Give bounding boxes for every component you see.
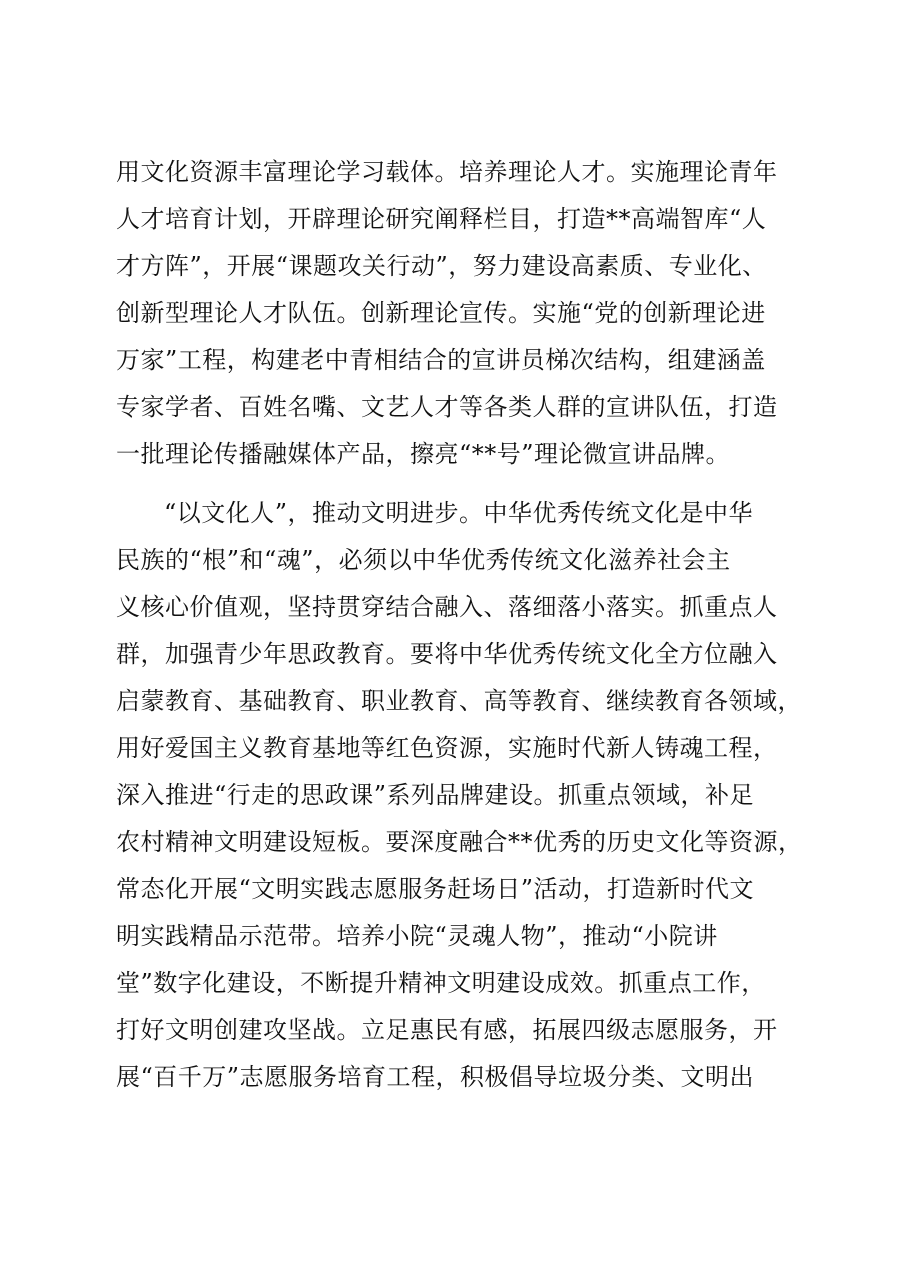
text-line-9: 民族的“根”和“魂”，必须以中华优秀传统文化滋养社会主 xyxy=(116,546,731,574)
text-line-14: 深入推进“行走的思政课”系列品牌建设。抓重点领域，补足 xyxy=(116,781,755,809)
text-line-1: 用文化资源丰富理论学习载体。培养理论人才。实施理论青年 xyxy=(116,158,778,186)
text-line-15: 农村精神文明建设短板。要深度融合**优秀的历史文化等资源， xyxy=(116,828,803,856)
text-line-13: 用好爱国主义教育基地等红色资源，实施时代新人铸魂工程， xyxy=(116,734,778,762)
text-line-18: 堂”数字化建设，不断提升精神文明建设成效。抓重点工作， xyxy=(116,969,766,997)
text-line-19: 打好文明创建攻坚战。立足惠民有感，拓展四级志愿服务，开 xyxy=(116,1016,778,1044)
text-line-11: 群，加强青少年思政教育。要将中华优秀传统文化全方位融入 xyxy=(116,640,778,668)
text-line-10: 义核心价值观，坚持贯穿结合融入、落细落小落实。抓重点人 xyxy=(116,593,778,621)
text-line-2: 人才培育计划，开辟理论研究阐释栏目，打造**高端智库“人 xyxy=(116,205,767,233)
text-line-5: 万家”工程，构建老中青相结合的宣讲员梯次结构，组建涵盖 xyxy=(116,346,766,374)
text-line-6: 专家学者、百姓名嘴、文艺人才等各类人群的宣讲队伍，打造 xyxy=(116,393,778,421)
text-line-4: 创新型理论人才队伍。创新理论宣传。实施“党的创新理论进 xyxy=(116,299,766,327)
text-line-16: 常态化开展“文明实践志愿服务赶场日”活动，打造新时代文 xyxy=(116,875,755,903)
text-line-8: “以文化人”，推动文明进步。中华优秀传统文化是中华 xyxy=(164,499,754,527)
text-line-7: 一批理论传播融媒体产品，擦亮“**号”理论微宣讲品牌。 xyxy=(116,440,731,468)
text-line-3: 才方阵”，开展“课题攻关行动”，努力建设高素质、专业化、 xyxy=(116,252,767,280)
text-line-17: 明实践精品示范带。培养小院“灵魂人物”，推动“小院讲 xyxy=(116,922,718,950)
text-line-20: 展“百千万”志愿服务培育工程，积极倡导垃圾分类、文明出 xyxy=(116,1063,755,1091)
text-line-12: 启蒙教育、基础教育、职业教育、高等教育、继续教育各领域， xyxy=(116,687,802,715)
